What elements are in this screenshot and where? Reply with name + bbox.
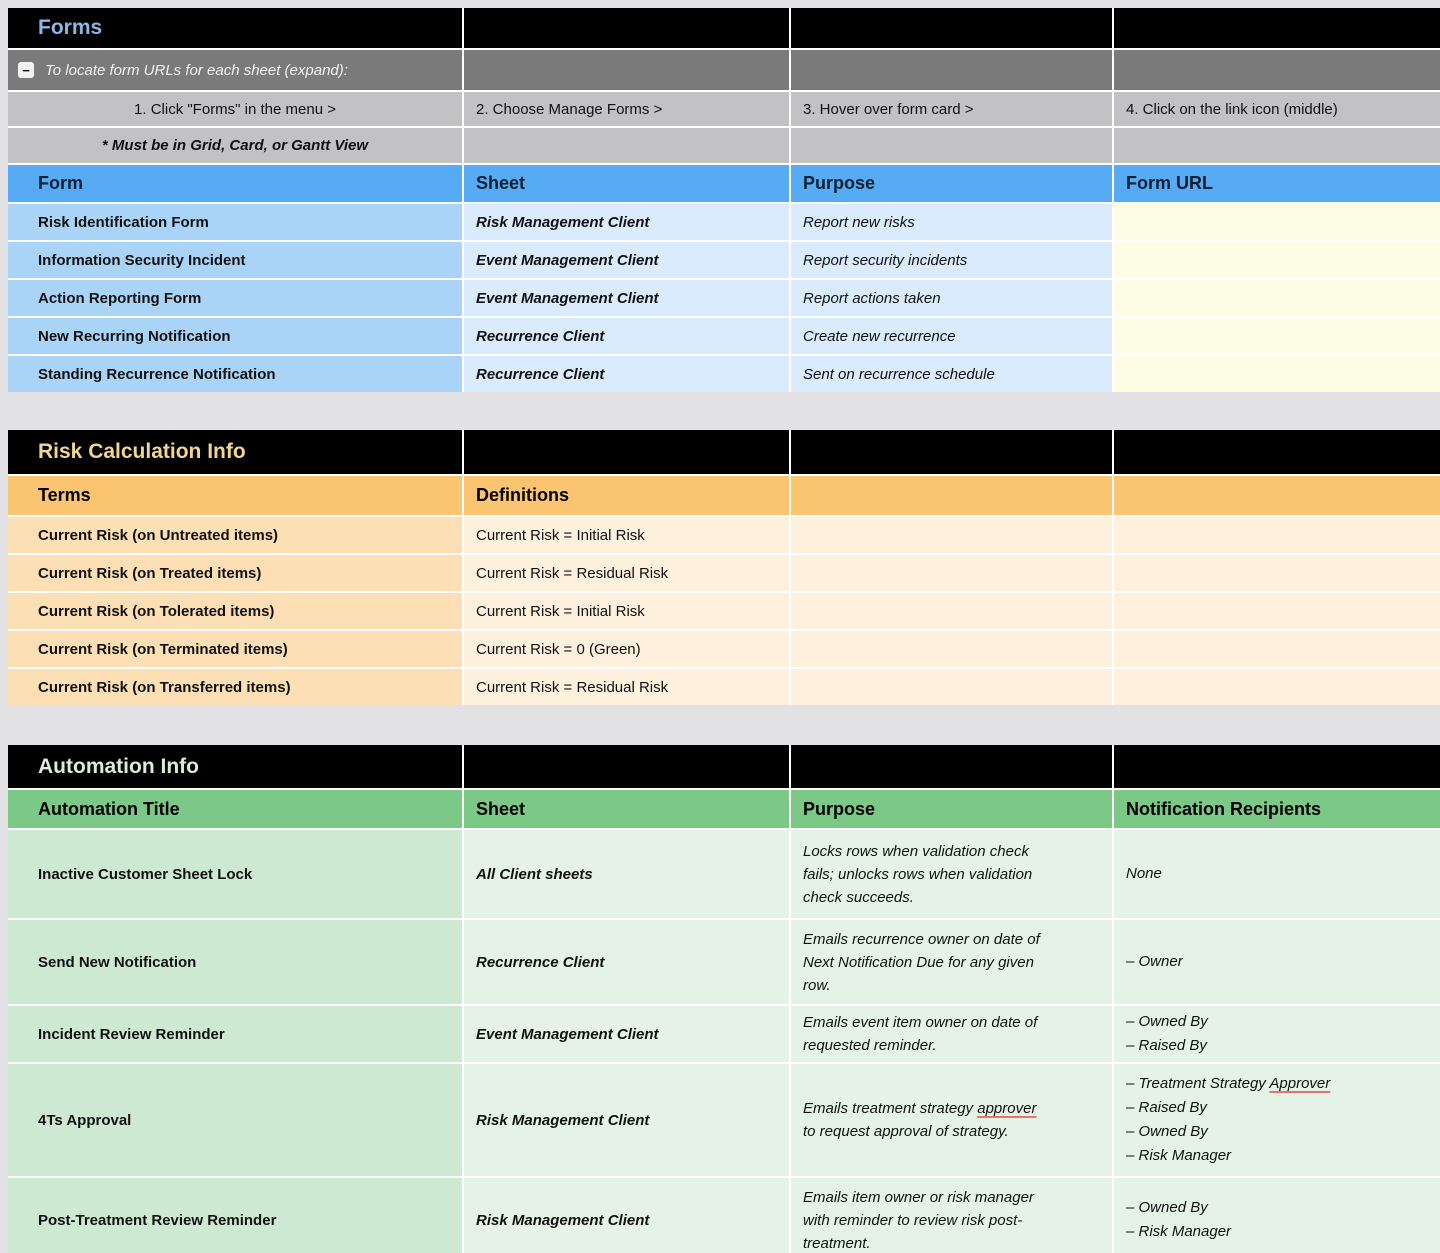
forms-title-blank-1[interactable] bbox=[464, 8, 789, 48]
automation-title-cell[interactable]: Automation Info bbox=[8, 745, 462, 788]
automation-row-2-purpose[interactable] bbox=[791, 1006, 1112, 1062]
text-segment: Emails recurrence owner on date of Next Notification Due for any given row. bbox=[803, 930, 1040, 994]
forms-row-3-url[interactable] bbox=[1114, 318, 1440, 354]
forms-note-cell[interactable] bbox=[8, 50, 462, 90]
automation-row-2-title[interactable]: Incident Review Reminder bbox=[8, 1006, 462, 1062]
risk-title-blank-1[interactable] bbox=[464, 430, 789, 474]
automation-row-0-title[interactable]: Inactive Customer Sheet Lock bbox=[8, 830, 462, 918]
forms-step-1-cell[interactable]: 1. Click "Forms" in the menu > bbox=[8, 92, 462, 126]
forms-note-blank-1[interactable] bbox=[464, 50, 789, 90]
recipient-line bbox=[1126, 1120, 1330, 1144]
risk-row-3-term[interactable]: Current Risk (on Terminated items) bbox=[8, 631, 462, 667]
risk-row-2-blank-1[interactable] bbox=[791, 593, 1112, 629]
forms-step-2-cell[interactable]: 2. Choose Manage Forms > bbox=[464, 92, 789, 126]
forms-row-0-url[interactable] bbox=[1114, 204, 1440, 240]
risk-row-4-blank-1[interactable] bbox=[791, 669, 1112, 705]
text-segment: Emails treatment strategy bbox=[803, 1100, 978, 1117]
recipient-line bbox=[1126, 1010, 1208, 1034]
risk-row-2-blank-2[interactable] bbox=[1114, 593, 1440, 629]
automation-row-4-title[interactable]: Post-Treatment Review Reminder bbox=[8, 1178, 462, 1253]
forms-row-0-sheet[interactable]: Risk Management Client bbox=[464, 204, 789, 240]
forms-note-text: To locate form URLs for each sheet (expand): bbox=[45, 61, 348, 79]
risk-row-2-definition[interactable]: Current Risk = Initial Risk bbox=[464, 593, 789, 629]
forms-step-3-cell[interactable]: 3. Hover over form card > bbox=[791, 92, 1112, 126]
text-segment: Emails event item owner on date of requested reminder. bbox=[803, 1014, 1038, 1054]
automation-header-purpose[interactable]: Purpose bbox=[791, 790, 1112, 828]
forms-note-blank-3[interactable] bbox=[1114, 50, 1440, 90]
automation-row-3-recipients[interactable] bbox=[1114, 1064, 1440, 1176]
automation-row-0-sheet[interactable]: All Client sheets bbox=[464, 830, 789, 918]
misspelled-word: approver bbox=[977, 1100, 1037, 1117]
risk-row-3-blank-1[interactable] bbox=[791, 631, 1112, 667]
risk-title-blank-2[interactable] bbox=[791, 430, 1112, 474]
forms-header-form-url[interactable]: Form URL bbox=[1114, 165, 1440, 202]
risk-header-blank-2[interactable] bbox=[1114, 476, 1440, 515]
risk-header-terms[interactable]: Terms bbox=[8, 476, 462, 515]
risk-title-blank-3[interactable] bbox=[1114, 430, 1440, 474]
forms-row-4-sheet[interactable]: Recurrence Client bbox=[464, 356, 789, 392]
forms-title-blank-2[interactable] bbox=[791, 8, 1112, 48]
text-segment: None bbox=[1126, 865, 1162, 882]
text-segment: to request approval of strategy. bbox=[803, 1123, 1009, 1140]
recipient-line bbox=[1126, 1034, 1208, 1058]
forms-row-3-sheet[interactable]: Recurrence Client bbox=[464, 318, 789, 354]
automation-row-2-sheet[interactable]: Event Management Client bbox=[464, 1006, 789, 1062]
risk-row-3-definition[interactable]: Current Risk = 0 (Green) bbox=[464, 631, 789, 667]
risk-row-1-blank-1[interactable] bbox=[791, 555, 1112, 591]
automation-row-3-title[interactable]: 4Ts Approval bbox=[8, 1064, 462, 1176]
recipient-line bbox=[1126, 1144, 1330, 1168]
forms-row-2-form[interactable]: Action Reporting Form bbox=[8, 280, 462, 316]
automation-row-1-purpose[interactable] bbox=[791, 920, 1112, 1004]
recipients-list bbox=[1126, 862, 1162, 886]
risk-row-0-blank-2[interactable] bbox=[1114, 517, 1440, 553]
forms-row-1-form[interactable]: Information Security Incident bbox=[8, 242, 462, 278]
recipients-list bbox=[1126, 1196, 1231, 1244]
risk-row-0-definition[interactable]: Current Risk = Initial Risk bbox=[464, 517, 789, 553]
forms-table bbox=[8, 8, 1440, 392]
automation-row-4-sheet[interactable]: Risk Management Client bbox=[464, 1178, 789, 1253]
automation-row-1-sheet[interactable]: Recurrence Client bbox=[464, 920, 789, 1004]
purpose-text bbox=[803, 1097, 1041, 1143]
forms-row-0-form[interactable]: Risk Identification Form bbox=[8, 204, 462, 240]
recipient-line bbox=[1126, 950, 1183, 974]
automation-table bbox=[8, 745, 1440, 1253]
automation-header-recipients[interactable]: Notification Recipients bbox=[1114, 790, 1440, 828]
text-segment: – Raised By bbox=[1126, 1037, 1207, 1054]
risk-calculation-table bbox=[8, 430, 1440, 705]
risk-row-1-term[interactable]: Current Risk (on Treated items) bbox=[8, 555, 462, 591]
automation-row-2-recipients[interactable] bbox=[1114, 1006, 1440, 1062]
automation-row-1-title[interactable]: Send New Notification bbox=[8, 920, 462, 1004]
automation-row-0-purpose[interactable] bbox=[791, 830, 1112, 918]
text-segment: – Risk Manager bbox=[1126, 1223, 1232, 1240]
forms-header-sheet[interactable]: Sheet bbox=[464, 165, 789, 202]
text-segment: – Risk Manager bbox=[1126, 1147, 1232, 1164]
forms-row-0-purpose[interactable]: Report new risks bbox=[791, 204, 1112, 240]
forms-title-cell[interactable]: Forms bbox=[8, 8, 462, 48]
risk-row-1-definition[interactable]: Current Risk = Residual Risk bbox=[464, 555, 789, 591]
automation-header-title[interactable]: Automation Title bbox=[8, 790, 462, 828]
automation-row-4-recipients[interactable] bbox=[1114, 1178, 1440, 1253]
automation-row-3-sheet[interactable]: Risk Management Client bbox=[464, 1064, 789, 1176]
forms-row-2-purpose[interactable]: Report actions taken bbox=[791, 280, 1112, 316]
purpose-text bbox=[803, 1186, 1041, 1253]
forms-footnote-blank-3[interactable] bbox=[1114, 128, 1440, 163]
text-segment: – Owned By bbox=[1126, 1199, 1208, 1216]
text-segment: – Treatment Strategy bbox=[1126, 1075, 1270, 1092]
forms-row-1-url[interactable] bbox=[1114, 242, 1440, 278]
risk-row-0-blank-1[interactable] bbox=[791, 517, 1112, 553]
text-segment: – Owned By bbox=[1126, 1013, 1208, 1030]
collapse-icon[interactable]: − bbox=[18, 62, 34, 78]
automation-title-blank-3[interactable] bbox=[1114, 745, 1440, 788]
risk-row-4-blank-2[interactable] bbox=[1114, 669, 1440, 705]
recipient-line bbox=[1126, 1072, 1330, 1096]
automation-row-4-purpose[interactable] bbox=[791, 1178, 1112, 1253]
forms-row-2-sheet[interactable]: Event Management Client bbox=[464, 280, 789, 316]
text-segment: Locks rows when validation check fails; unlocks rows when validation check succeeds. bbox=[803, 842, 1033, 906]
forms-title-blank-3[interactable] bbox=[1114, 8, 1440, 48]
forms-header-form[interactable]: Form bbox=[8, 165, 462, 202]
automation-title-blank-2[interactable] bbox=[791, 745, 1112, 788]
recipient-line bbox=[1126, 1220, 1231, 1244]
forms-row-4-url[interactable] bbox=[1114, 356, 1440, 392]
risk-row-3-blank-2[interactable] bbox=[1114, 631, 1440, 667]
risk-header-blank-1[interactable] bbox=[791, 476, 1112, 515]
recipient-line bbox=[1126, 862, 1162, 886]
risk-header-definitions[interactable]: Definitions bbox=[464, 476, 789, 515]
forms-step-4-cell[interactable]: 4. Click on the link icon (middle) bbox=[1114, 92, 1440, 126]
forms-footnote-blank-2[interactable] bbox=[791, 128, 1112, 163]
forms-row-1-purpose[interactable]: Report security incidents bbox=[791, 242, 1112, 278]
automation-row-3-purpose[interactable] bbox=[791, 1064, 1112, 1176]
purpose-text bbox=[803, 1011, 1041, 1057]
recipient-line bbox=[1126, 1096, 1330, 1120]
forms-row-3-purpose[interactable]: Create new recurrence bbox=[791, 318, 1112, 354]
recipient-line bbox=[1126, 1196, 1231, 1220]
forms-header-purpose[interactable]: Purpose bbox=[791, 165, 1112, 202]
forms-footnote-cell[interactable]: * Must be in Grid, Card, or Gantt View bbox=[8, 128, 462, 163]
recipients-list bbox=[1126, 1010, 1208, 1058]
automation-header-sheet[interactable]: Sheet bbox=[464, 790, 789, 828]
text-segment: Emails item owner or risk manager with reminder to review risk post-treatment. bbox=[803, 1188, 1034, 1252]
misspelled-word: Approver bbox=[1269, 1075, 1331, 1092]
text-segment: – Raised By bbox=[1126, 1099, 1207, 1116]
forms-row-2-url[interactable] bbox=[1114, 280, 1440, 316]
forms-note-blank-2[interactable] bbox=[791, 50, 1112, 90]
purpose-text bbox=[803, 928, 1041, 997]
forms-row-4-form[interactable]: Standing Recurrence Notification bbox=[8, 356, 462, 392]
forms-row-1-sheet[interactable]: Event Management Client bbox=[464, 242, 789, 278]
automation-row-1-recipients[interactable] bbox=[1114, 920, 1440, 1004]
risk-row-2-term[interactable]: Current Risk (on Tolerated items) bbox=[8, 593, 462, 629]
purpose-text bbox=[803, 840, 1041, 909]
risk-row-1-blank-2[interactable] bbox=[1114, 555, 1440, 591]
recipients-list bbox=[1126, 1072, 1330, 1168]
risk-row-0-term[interactable]: Current Risk (on Untreated items) bbox=[8, 517, 462, 553]
forms-row-4-purpose[interactable]: Sent on recurrence schedule bbox=[791, 356, 1112, 392]
risk-row-4-term[interactable]: Current Risk (on Transferred items) bbox=[8, 669, 462, 705]
automation-title-blank-1[interactable] bbox=[464, 745, 789, 788]
risk-title-cell[interactable]: Risk Calculation Info bbox=[8, 430, 462, 474]
text-segment: – Owned By bbox=[1126, 1123, 1208, 1140]
risk-row-4-definition[interactable]: Current Risk = Residual Risk bbox=[464, 669, 789, 705]
text-segment: – Owner bbox=[1126, 953, 1183, 970]
recipients-list bbox=[1126, 950, 1183, 974]
forms-footnote-blank-1[interactable] bbox=[464, 128, 789, 163]
automation-row-0-recipients[interactable] bbox=[1114, 830, 1440, 918]
forms-row-3-form[interactable]: New Recurring Notification bbox=[8, 318, 462, 354]
